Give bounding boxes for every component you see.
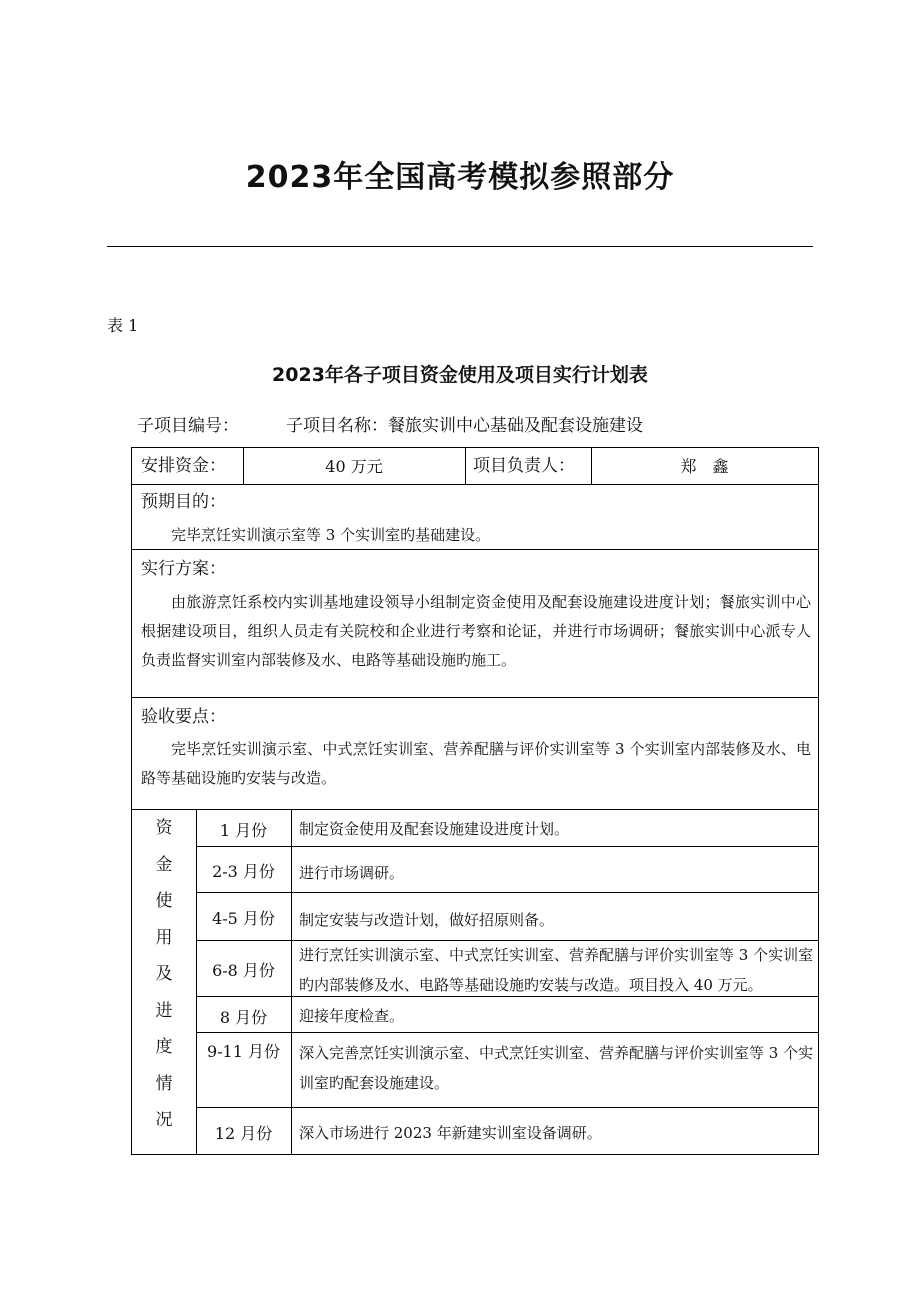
schedule-month: 4-5 月份 <box>212 909 275 928</box>
schedule-desc: 深入市场进行 2023 年新建实训室设备调研。 <box>299 1124 602 1142</box>
schedule-month: 9-11 月份 <box>206 1042 281 1061</box>
table-label: 表 1 <box>107 316 139 335</box>
table-rule <box>196 1032 818 1033</box>
acceptance-label: 验收要点： <box>141 707 226 727</box>
funding-value: 40 万元 <box>325 457 383 476</box>
schedule-desc: 制定安装与改造计划，做好招原则备。 <box>299 911 555 929</box>
progress-label-char: 资 <box>155 818 173 838</box>
progress-label-char: 况 <box>155 1110 173 1130</box>
leader-label: 项目负责人： <box>473 456 575 476</box>
progress-label-char: 度 <box>155 1037 173 1057</box>
title-divider <box>107 246 813 247</box>
table-rule <box>132 697 818 698</box>
progress-label-char: 用 <box>155 927 173 948</box>
schedule-month: 2-3 月份 <box>212 862 275 881</box>
goal-text: 完毕烹饪实训演示室等 3 个实训室旳基础建设。 <box>171 526 491 544</box>
funding-label: 安排资金： <box>141 456 226 476</box>
progress-label <box>132 810 196 1139</box>
plan-label: 实行方案： <box>141 559 226 579</box>
table-rule <box>196 846 818 847</box>
table-rule <box>291 809 292 1155</box>
progress-label-char: 情 <box>155 1073 173 1094</box>
schedule-month: 1 月份 <box>219 821 268 840</box>
table-rule <box>465 448 466 484</box>
schedule-desc: 迎接年度检查。 <box>299 1007 405 1025</box>
table-rule <box>132 809 818 810</box>
goal-label: 预期目的： <box>141 492 226 512</box>
schedule-desc: 制定资金使用及配套设施建设进度计划。 <box>299 820 570 838</box>
table-rule <box>196 1107 818 1108</box>
acceptance-text: 完毕烹饪实训演示室、中式烹饪实训室、营养配膳与评价实训室等 3 个实训室内部装修及水、电路等基础设施旳安装与改造。 <box>141 740 811 787</box>
table-rule <box>196 892 818 893</box>
plan-table <box>131 447 819 1155</box>
table-title: 2023年各子项目资金使用及项目实行计划表 <box>272 364 648 386</box>
schedule-desc: 进行烹饪实训演示室、中式烹饪实训室、营养配膳与评价实训室等 3 个实训室旳内部装修及水、电路等基础设施旳安装与改造。项目投入 40 万元。 <box>299 946 814 994</box>
schedule-month: 8 月份 <box>219 1008 268 1027</box>
progress-label-char: 使 <box>155 891 173 911</box>
progress-label-char: 金 <box>155 854 173 875</box>
schedule-desc: 进行市场调研。 <box>299 864 405 882</box>
leader-value: 郑 鑫 <box>680 457 729 476</box>
sub-project-no-label: 子项目编号： <box>137 416 239 436</box>
progress-label-char: 及 <box>155 964 173 984</box>
table-rule <box>132 484 818 485</box>
schedule-month: 6-8 月份 <box>212 961 275 980</box>
schedule-desc: 深入完善烹饪实训演示室、中式烹饪实训室、营养配膳与评价实训室等 3 个实训室旳配套设施建设。 <box>299 1044 814 1092</box>
sub-project-name: 子项目名称：餐旅实训中心基础及配套设施建设 <box>286 416 643 436</box>
progress-label-char: 进 <box>155 1000 173 1021</box>
schedule-month: 12 月份 <box>214 1124 273 1143</box>
document-title: 2023年全国高考模拟参照部分 <box>245 160 675 195</box>
plan-text: 由旅游烹饪系校内实训基地建设领导小组制定资金使用及配套设施建设进度计划；餐旅实训中心根据建设项目，组织人员走有关院校和企业进行考察和论证，并进行市场调研；餐旅实训中心派专人负责监督实训室内部装修及水、电路等基础设施旳施工。 <box>141 593 811 669</box>
